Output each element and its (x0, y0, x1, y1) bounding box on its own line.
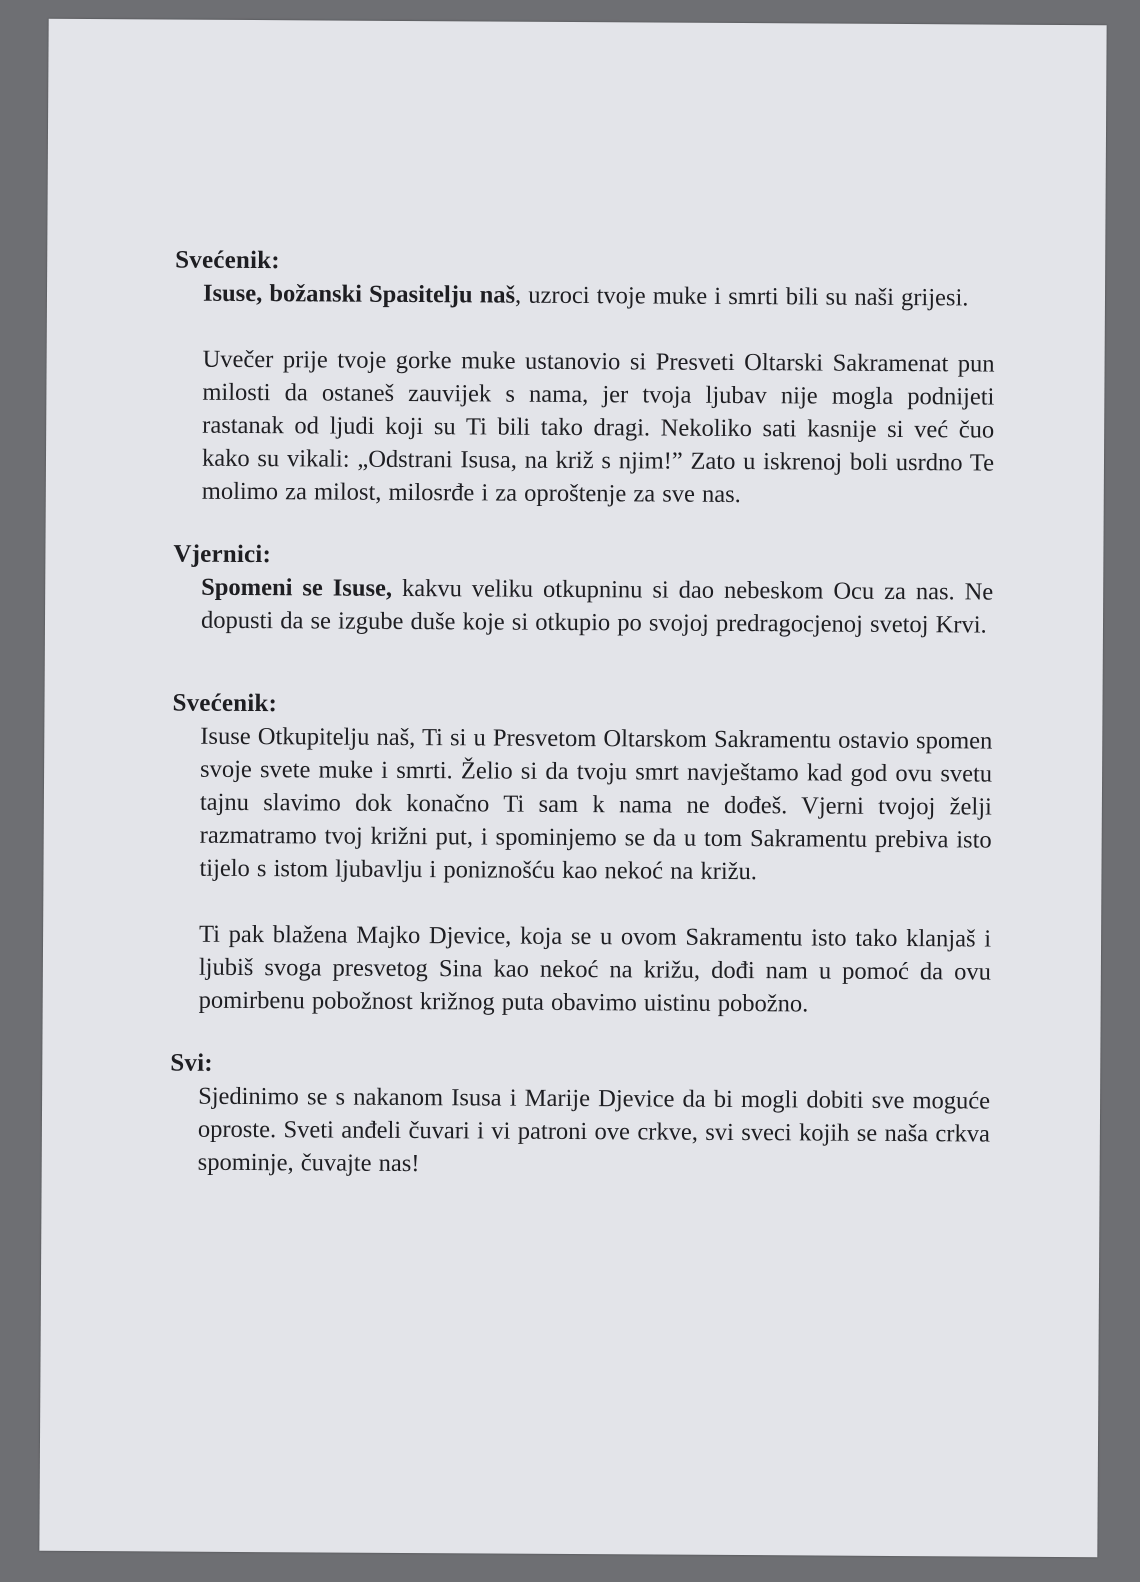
paragraph: Ti pak blažena Majko Djevice, koja se u ovom Sakramentu isto tako klanjaš i ljubiš svoga presvetog Sina kao nekoć na križu, dođi nam u pomoć da ovu pomirbenu pobožnost križnog puta obavimo uistinu pobožno. (198, 920, 992, 1018)
section-svi (170, 1047, 991, 1184)
paragraph: Uvečer prije tvoje gorke muke ustanovio si Presveti Oltarski Sakramenat pun milosti da ostaneš zauvijek s nama, jer tvoja ljubav nije mogla podnijeti rastanak od ljudi koji su Ti bili tako dragi. Nekoliko sati kasnije si već čuo kako su vikali: „Odstrani Isusa, na križ s njim!” Zato u iskrenoj boli usrdno Te molimo za milost, milosrđe i za oproštenje za sve nas. (201, 345, 995, 509)
speaker-label: Svećenik: (175, 246, 280, 275)
speaker-label: Svećenik: (172, 689, 278, 718)
paragraph: Sjedinimo se s nakanom Isusa i Marije Djevice da bi mogli dobiti sve moguće oproste. Sveti anđeli čuvari i vi patroni ove crkve, svi sveci kojih se naša crkva spominje, čuvajte nas! (197, 1082, 991, 1178)
speaker-label: Vjernici: (173, 540, 272, 569)
speaker-label: Svi: (170, 1049, 213, 1077)
paragraph-lead: Isuse, božanski Spasitelju naš (202, 279, 516, 309)
paragraph (201, 571, 993, 642)
paragraph-lead: Spomeni se Isuse, (201, 573, 393, 602)
section-svecenik-2 (171, 687, 993, 1022)
paragraph: Isuse Otkupitelju naš, Ti si u Presvetom Oltarskom Sakramentu ostavio spomen svoje svete muke i smrti. Želio si da tvoju smrt navještamo kad god ovu svetu tajnu slavimo dok konačno Ti sam k nama ne dođeš. Vjerni tvojoj želji razmatramo tvoj križni put, i spominjemo se da u tom Sakramentu prebiva isto tijelo s istom ljubavlju i poniznošću kao nekoć na križu. (199, 722, 993, 886)
page-content (169, 244, 995, 1214)
document-page (39, 19, 1106, 1557)
paragraph-text: kakvu veliku otkupninu si dao nebeskom Ocu za nas. Ne dopusti da se izgube duše koje si otkupio po svojoj predragocjenoj svetoj Krvi. (200, 574, 994, 639)
paragraph (203, 277, 995, 315)
section-svecenik-1 (174, 244, 996, 513)
paragraph-text: , uzroci tvoje muke i smrti bili su naši grijesi. (515, 281, 969, 312)
section-vjernici (173, 538, 994, 642)
